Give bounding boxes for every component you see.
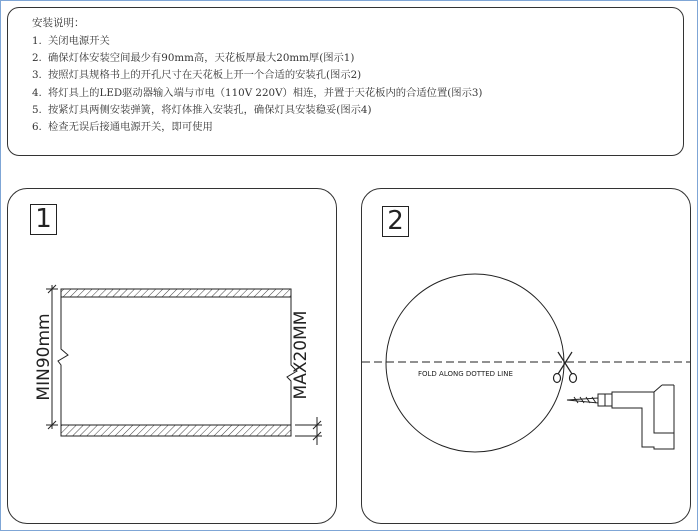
installation-instructions xyxy=(7,7,684,156)
step-text: 按照灯具规格书上的开孔尺寸在天花板上开一个合适的安装孔(图示2) xyxy=(48,69,362,82)
max-dimension-line xyxy=(295,417,322,445)
ceiling-board xyxy=(61,425,291,436)
instruction-steps xyxy=(32,33,683,136)
left-wall-break xyxy=(58,297,68,425)
cutout-circle xyxy=(386,274,564,452)
step-num: 4. xyxy=(32,86,42,99)
max-thickness-label: MAX20MM xyxy=(291,310,311,400)
drill-icon xyxy=(567,385,674,449)
step-number-box: 1 xyxy=(30,204,57,235)
step-num: 3. xyxy=(32,69,42,82)
fold-instruction-label: FOLD ALONG DOTTED LINE xyxy=(418,370,513,378)
step-text: 将灯具上的LED驱动器输入端与市电（110V 220V）相连，并置于天花板内的合适位置(图示3) xyxy=(48,86,483,99)
step-text: 确保灯体安装空间最少有90mm高，天花板厚最大20mm厚(图示1) xyxy=(48,52,355,65)
step-num: 1. xyxy=(32,35,42,47)
step-num: 6. xyxy=(32,120,42,133)
cutout-template-drawing xyxy=(362,189,691,524)
instruction-step xyxy=(32,119,683,136)
ceiling-section-drawing xyxy=(8,189,337,524)
step-num: 2. xyxy=(32,52,42,65)
scissors-icon xyxy=(554,352,577,383)
step-text: 检查无误后接通电源开关，即可使用 xyxy=(48,120,213,133)
min-height-label: MIN90mm xyxy=(34,313,54,401)
instruction-step xyxy=(32,85,683,102)
instructions-title: 安装说明： xyxy=(32,17,85,29)
instruction-step xyxy=(32,67,683,84)
instruction-step xyxy=(32,33,683,50)
step-text: 按紧灯具两侧安装弹簧，将灯体推入安装孔，确保灯具安装稳妥(图示4) xyxy=(48,103,372,116)
step-number-box: 2 xyxy=(382,206,409,237)
step-text: 关闭电源开关 xyxy=(48,35,110,47)
step-num: 5. xyxy=(32,103,42,116)
instruction-step xyxy=(32,50,683,67)
top-slab xyxy=(61,289,291,297)
instruction-step xyxy=(32,102,683,119)
diagram-panel-1 xyxy=(7,188,337,524)
diagram-panel-2 xyxy=(361,188,691,524)
